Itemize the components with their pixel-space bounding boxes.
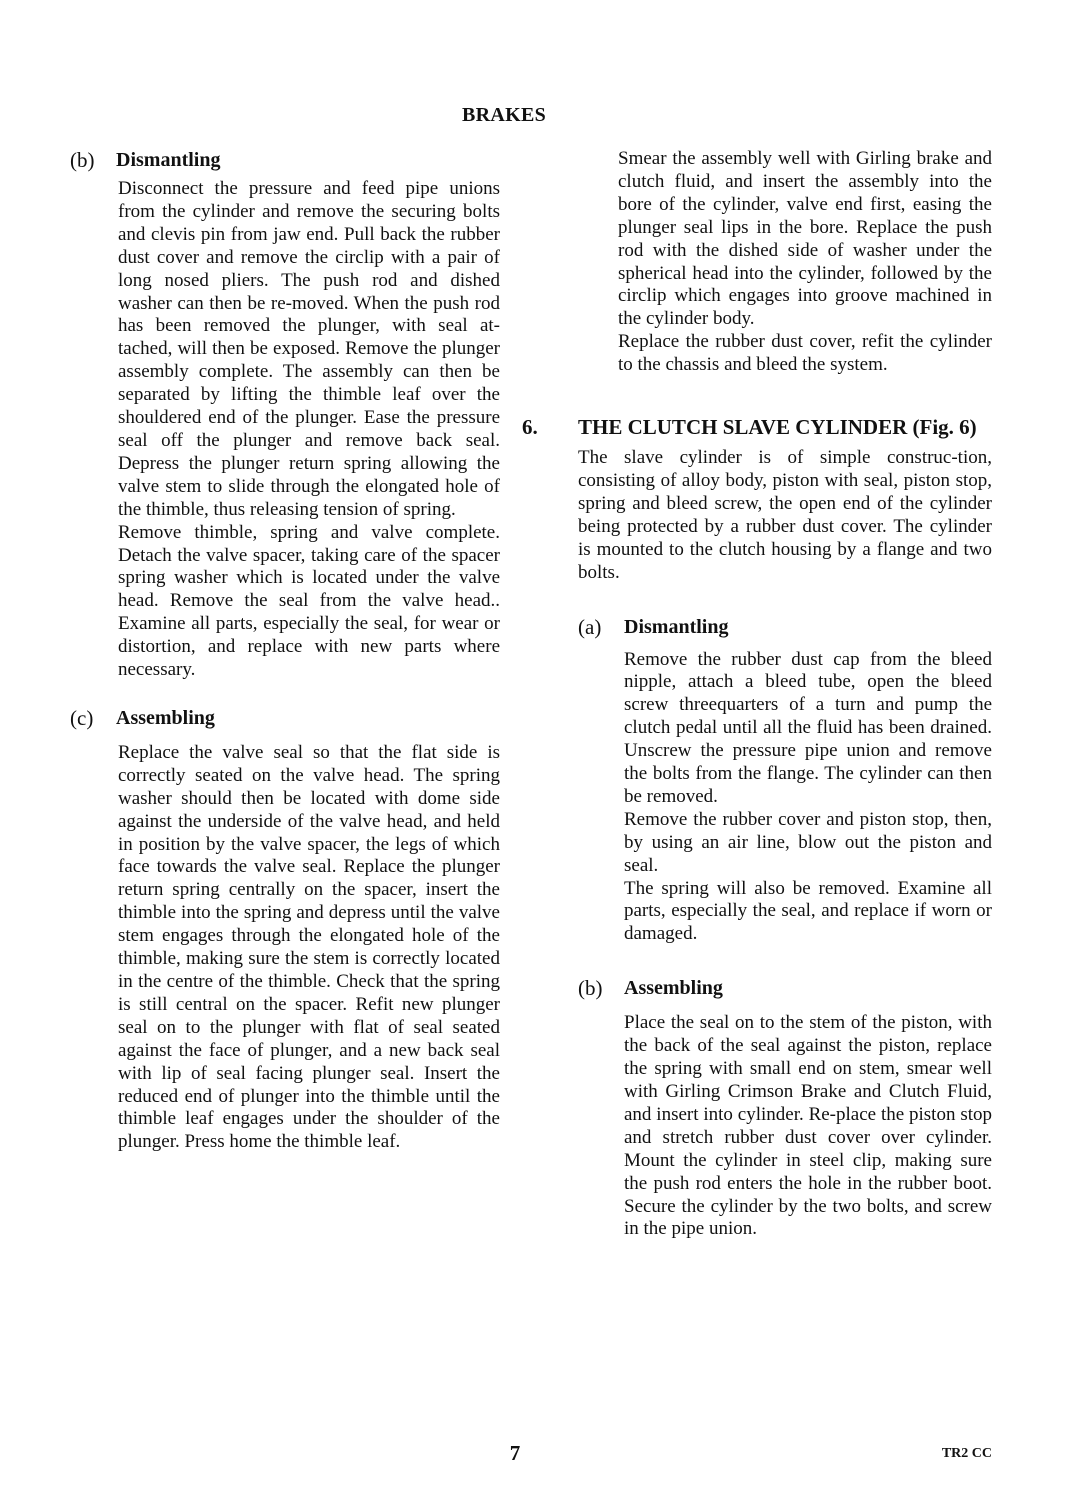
subsection-heading-dismantling-b	[70, 148, 500, 172]
right-column	[522, 148, 992, 1241]
continued-text	[618, 148, 992, 377]
paragraph: Place the seal on to the stem of the piston, with the back of the seal against the piston, replace the spring with small end on stem, smear well with Girling Crimson Brake and Clutch Fluid, and insert into cylinder. Re-place the piston stop and stretch rubber dust cover over cylinder. Mount the cylinder in steel clip, making sure the push rod enters the hole in the rubber boot. Secure the cylinder by the two bolts, and screw in the pipe union.	[624, 1012, 992, 1240]
paragraph: Remove thimble, spring and valve complete. Detach the valve spacer, taking care of the spacer spring washer which is located under the valve head. Remove the seal from the valve head.. Examine all parts, especially the seal, for wear or distortion, and replace with new parts where necessary.	[118, 521, 500, 681]
subsection-label: (c)	[70, 705, 94, 730]
paragraph: Smear the assembly well with Girling brake and clutch fluid, and insert the assembly into the bore of the cylinder, valve end first, easing the plunger seal lips in the bore. Replace the push rod with the dished side of washer under the spherical head into the cylinder, followed by the circlip which engages into groove machined in the cylinder body.	[618, 148, 992, 330]
section-title: THE CLUTCH SLAVE CYLINDER (Fig. 6)	[578, 415, 977, 440]
subsection-heading-assembling-b	[578, 976, 992, 1000]
paragraph: Remove the rubber dust cap from the bleed nipple, attach a bleed tube, open the bleed screw threequarters of a turn and pump the clutch pedal until all the fluid has been drained. Unscrew the pressure pipe union and remove the bolts from the flange. The cylinder can then be removed.	[624, 648, 992, 807]
paragraph: The slave cylinder is of simple construc-tion, consisting of alloy body, piston with seal, piston stop, spring and bleed screw, the open end of the cylinder being protected by a rubber dust cover. The cylinder is mounted to the clutch housing by a flange and two bolts.	[578, 447, 992, 583]
paragraph: Replace the valve seal so that the flat side is correctly seated on the valve head. The spring washer should then be located with dome side against the underside of the valve head, and held in position by the valve spacer, the legs of which face towards the valve seal. Replace the plunger return spring centrally on the spacer, insert the thimble into the spring and depress until the valve stem engages through the elongated hole of the thimble, making sure the stem is correctly located in the centre of the thimble. Check that the spring is still central on the spacer. Refit new plunger seal on to the plunger with flat of seal seated against the face of plunger, and a new back seal with lip of seal facing plunger seal. Insert the reduced end of plunger into the thimble until the thimble leaf engages under the shoulder of the plunger. Press home the thimble leaf.	[118, 741, 500, 1153]
subsection-title: Dismantling	[116, 149, 221, 171]
paragraph: The spring will also be removed. Examine all parts, especially the seal, and replace if worn or damaged.	[624, 877, 992, 945]
document-code: TR2 CC	[941, 1446, 992, 1461]
subsection-title: Assembling	[624, 977, 723, 1000]
dismantling-text	[624, 649, 992, 947]
assembling-text	[624, 1012, 992, 1241]
subsection-label: (b)	[578, 976, 603, 1001]
page-number: 7	[509, 1441, 521, 1465]
subsection-heading-assembling-c	[70, 706, 500, 730]
section-heading-6	[522, 415, 992, 439]
subsection-heading-dismantling-a	[578, 615, 992, 639]
subsection-label: (a)	[578, 614, 602, 639]
subsection-label: (b)	[70, 148, 95, 172]
paragraph: Replace the rubber dust cover, refit the cylinder to the chassis and bleed the system.	[618, 331, 992, 376]
assembling-text	[118, 742, 500, 1154]
section-number: 6.	[522, 415, 538, 440]
subsection-title: Dismantling	[624, 615, 729, 638]
left-column	[70, 148, 500, 1154]
paragraph: Disconnect the pressure and feed pipe unions from the cylinder and remove the securing bolts and clevis pin from jaw end. Pull back the rubber dust cover and remove the circlip with a pair of long nosed pliers. The push rod and dished washer can then be re-moved. When the push rod has been removed the plunger, with seal at-tached, will then be exposed. Remove the plunger assembly complete. The assembly can then be separated by lifting the thimble leaf over the shouldered end of the plunger. Ease the pressure seal off the plunger and remove back seal. Depress the plunger return spring allowing the valve stem to slide through the elongated hole of the thimble, thus releasing tension of spring.	[118, 178, 500, 520]
subsection-title: Assembling	[116, 706, 215, 729]
page-title: BRAKES	[461, 104, 547, 126]
paragraph: Remove the rubber cover and piston stop, then, by using an air line, blow out the piston and seal.	[624, 808, 992, 876]
section-intro	[578, 447, 992, 584]
dismantling-text	[118, 178, 500, 682]
